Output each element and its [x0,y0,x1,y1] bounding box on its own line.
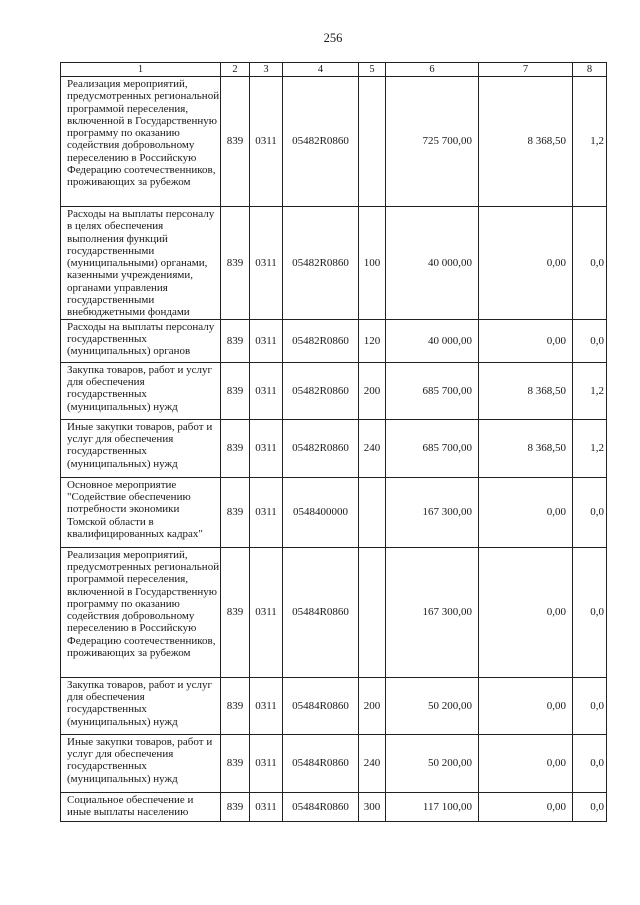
description-line: государственных [67,760,147,773]
expense-type-code-cell: 200 [359,677,386,734]
description-line: для обеспечения [67,690,145,703]
execution-percent-cell: 0,0 [573,207,607,320]
target-item-code-cell: 05482R0860 [283,319,359,362]
target-item-code-cell: 05484R0860 [283,792,359,821]
section-code-cell: 0311 [250,677,283,734]
description-line: иные выплаты населению [67,805,189,818]
execution-percent-cell: 1,2 [573,362,607,419]
expense-type-code-cell [359,77,386,207]
description-cell [61,77,221,207]
expense-type-code-cell [359,547,386,677]
allocated-amount-cell: 40 000,00 [386,319,479,362]
allocated-amount-cell: 50 200,00 [386,734,479,792]
expense-type-code-cell [359,477,386,547]
expense-type-code-cell: 120 [359,319,386,362]
section-code-cell: 0311 [250,77,283,207]
description-line: государственных [67,445,147,458]
description-line: программу по оказанию [67,597,180,610]
executed-amount-cell: 0,00 [479,207,573,320]
description-line: программой переселения, [67,102,189,115]
table-row [61,547,607,677]
description-line: Социальное обеспечение и [67,793,194,806]
allocated-amount-cell: 167 300,00 [386,477,479,547]
description-line: выполнения функций [67,232,168,245]
description-line: Томской области в [67,515,154,528]
page-number: 256 [323,31,343,45]
executed-amount-cell: 0,00 [479,319,573,362]
department-code-cell: 839 [221,419,250,477]
description-line: квалифицированных кадрах" [67,527,203,540]
section-code-cell: 0311 [250,792,283,821]
header-cell-4: 4 [283,63,359,77]
target-item-code-cell: 05482R0860 [283,207,359,320]
section-code-cell: 0311 [250,319,283,362]
description-line: государственных [67,332,147,345]
section-code-cell: 0311 [250,477,283,547]
header-cell-3: 3 [250,63,283,77]
header-cell-1: 1 [61,63,221,77]
description-line: Реализация мероприятий, [67,548,188,561]
executed-amount-cell: 0,00 [479,547,573,677]
allocated-amount-cell: 50 200,00 [386,677,479,734]
department-code-cell: 839 [221,677,250,734]
department-code-cell: 839 [221,362,250,419]
description-cell [61,362,221,419]
description-line: Иные закупки товаров, работ и [67,420,213,433]
description-line: программу по оказанию [67,127,180,140]
allocated-amount-cell: 725 700,00 [386,77,479,207]
header-cell-6: 6 [386,63,479,77]
description-line: (муниципальных) нужд [67,772,178,785]
description-line: Федерацию соотечественников, [67,634,216,647]
description-line: казенными учреждениями, [67,269,193,282]
section-code-cell: 0311 [250,419,283,477]
allocated-amount-cell: 117 100,00 [386,792,479,821]
description-line: в целях обеспечения [67,220,164,233]
description-line: Иные закупки товаров, работ и [67,735,213,748]
description-line: программой переселения, [67,573,189,586]
description-line: проживающих за рубежом [67,647,191,660]
section-code-cell: 0311 [250,547,283,677]
expense-type-code-cell: 200 [359,362,386,419]
execution-percent-cell: 0,0 [573,547,607,677]
allocated-amount-cell: 40 000,00 [386,207,479,320]
description-cell [61,419,221,477]
allocated-amount-cell: 685 700,00 [386,362,479,419]
executed-amount-cell: 0,00 [479,677,573,734]
target-item-code-cell: 05484R0860 [283,677,359,734]
expense-type-code-cell: 240 [359,734,386,792]
allocated-amount-cell: 167 300,00 [386,547,479,677]
description-cell [61,319,221,362]
description-line: "Содействие обеспечению [67,490,191,503]
description-line: потребности экономики [67,503,180,516]
execution-percent-cell: 0,0 [573,734,607,792]
description-line: государственными [67,244,155,257]
header-cell-7: 7 [479,63,573,77]
table-row [61,677,607,734]
executed-amount-cell: 8 368,50 [479,362,573,419]
description-line: включенной в Государственную [67,585,217,598]
description-cell [61,547,221,677]
description-line: государственными [67,294,155,307]
table-row [61,792,607,821]
target-item-code-cell: 05482R0860 [283,77,359,207]
target-item-code-cell: 05484R0860 [283,734,359,792]
expense-type-code-cell: 300 [359,792,386,821]
department-code-cell: 839 [221,207,250,320]
description-line: (муниципальными) органами, [67,257,208,270]
description-line: Реализация мероприятий, [67,78,188,90]
department-code-cell: 839 [221,734,250,792]
description-line: (муниципальных) нужд [67,457,178,470]
description-line: содействия добровольному [67,139,195,152]
description-line: Закупка товаров, работ и услуг [67,363,212,376]
expense-type-code-cell: 240 [359,419,386,477]
executed-amount-cell: 0,00 [479,477,573,547]
table-row [61,207,607,320]
target-item-code-cell: 05484R0860 [283,547,359,677]
budget-table [60,62,607,822]
description-line: включенной в Государственную [67,114,217,127]
table-row [61,477,607,547]
description-line: Основное мероприятие [67,478,177,491]
table-row [61,319,607,362]
section-code-cell: 0311 [250,362,283,419]
description-line: Расходы на выплаты персоналу [67,320,215,333]
executed-amount-cell: 8 368,50 [479,419,573,477]
description-line: (муниципальных) нужд [67,715,178,728]
description-line: (муниципальных) органов [67,345,191,358]
header-cell-2: 2 [221,63,250,77]
executed-amount-cell: 8 368,50 [479,77,573,207]
description-line: государственных [67,388,147,401]
description-line: предусмотренных региональной [67,560,220,573]
header-row [61,63,607,77]
department-code-cell: 839 [221,319,250,362]
description-line: услуг для обеспечения [67,747,174,760]
description-cell [61,734,221,792]
execution-percent-cell: 0,0 [573,792,607,821]
table-row [61,734,607,792]
description-line: внебюджетными фондами [67,306,190,319]
header-cell-5: 5 [359,63,386,77]
description-line: содействия добровольному [67,610,195,623]
executed-amount-cell: 0,00 [479,792,573,821]
description-line: органами управления [67,281,168,294]
execution-percent-cell: 0,0 [573,677,607,734]
description-cell [61,207,221,320]
department-code-cell: 839 [221,77,250,207]
table-row [61,419,607,477]
header-cell-8: 8 [573,63,607,77]
target-item-code-cell: 0548400000 [283,477,359,547]
target-item-code-cell: 05482R0860 [283,419,359,477]
expense-type-code-cell: 100 [359,207,386,320]
department-code-cell: 839 [221,792,250,821]
executed-amount-cell: 0,00 [479,734,573,792]
target-item-code-cell: 05482R0860 [283,362,359,419]
section-code-cell: 0311 [250,734,283,792]
description-line: (муниципальных) нужд [67,400,178,413]
description-line: предусмотренных региональной [67,90,220,103]
execution-percent-cell: 1,2 [573,77,607,207]
description-line: для обеспечения [67,375,145,388]
description-cell [61,477,221,547]
description-line: Федерацию соотечественников, [67,164,216,177]
execution-percent-cell: 0,0 [573,477,607,547]
description-cell [61,792,221,821]
description-cell [61,677,221,734]
description-line: проживающих за рубежом [67,176,191,189]
execution-percent-cell: 0,0 [573,319,607,362]
description-line: Закупка товаров, работ и услуг [67,678,212,691]
description-line: переселению в Российскую [67,151,197,164]
section-code-cell: 0311 [250,207,283,320]
description-line: Расходы на выплаты персоналу [67,208,215,220]
table-row [61,77,607,207]
department-code-cell: 839 [221,547,250,677]
table-body [61,63,607,822]
execution-percent-cell: 1,2 [573,419,607,477]
description-line: государственных [67,703,147,716]
description-line: переселению в Российскую [67,622,197,635]
department-code-cell: 839 [221,477,250,547]
allocated-amount-cell: 685 700,00 [386,419,479,477]
table-row [61,362,607,419]
description-line: услуг для обеспечения [67,432,174,445]
